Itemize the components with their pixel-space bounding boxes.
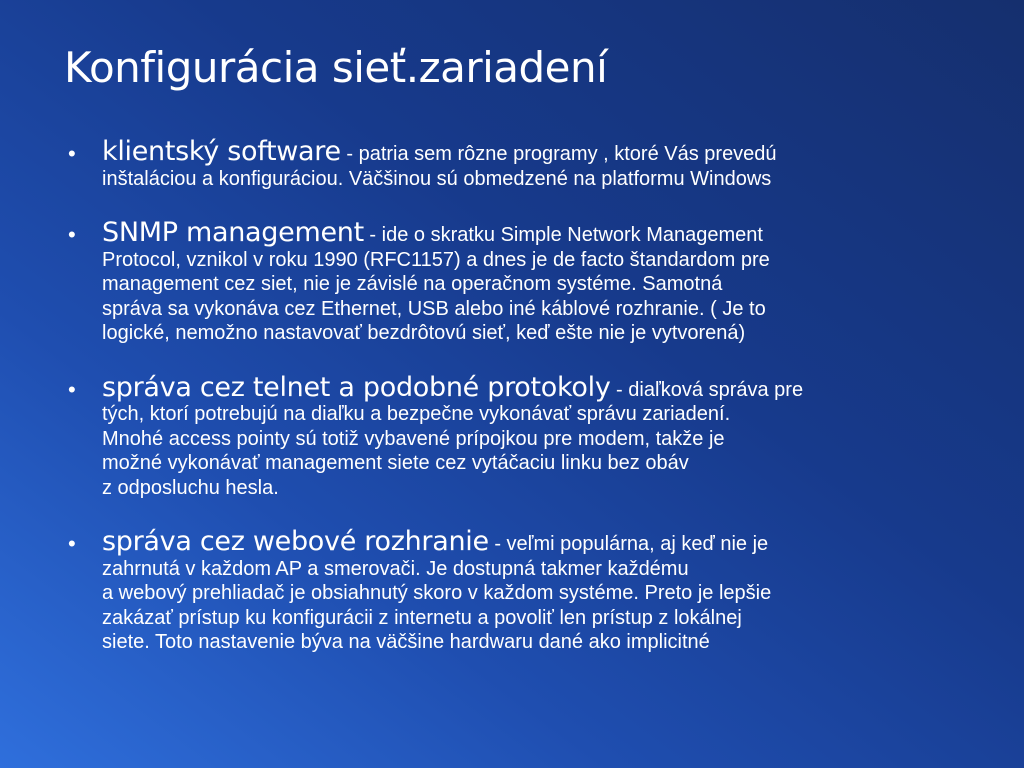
bullet-item-sprava-cez-telnet: [64, 371, 964, 501]
bullet-heading: klientský software: [102, 136, 341, 167]
bullet-dot-icon: •: [68, 222, 76, 247]
bullet-text: Protocol, vznikol v roku 1990 (RFC1157) a dnes je de facto štandardom pre: [102, 248, 770, 271]
bullet-dot-icon: •: [68, 376, 76, 402]
bullet-first-line: [102, 371, 964, 403]
bullet-first-line: [102, 136, 964, 167]
bullet-first-line: [102, 217, 964, 248]
bullet-text: - diaľková správa pre: [610, 378, 804, 401]
bullet-list: [64, 136, 964, 685]
slide-title: Konfigurácia sieť.zariadení: [64, 43, 608, 92]
bullet-text: z odposluchu hesla.: [102, 476, 279, 499]
bullet-dot-icon: •: [68, 531, 76, 556]
bullet-text: siete. Toto nastavenie býva na väčšine hardwaru dané ako implicitné: [102, 631, 710, 653]
bullet-text: a webový prehliadač je obsiahnutý skoro v každom systéme. Preto je lepšie: [102, 582, 772, 604]
bullet-text: správa sa vykonáva cez Ethernet, USB alebo iné káblové rozhranie. ( Je to: [102, 297, 766, 320]
bullet-text: - patria sem rôzne programy , ktoré Vás prevedú: [340, 143, 777, 165]
bullet-heading: SNMP management: [102, 217, 364, 248]
bullet-first-line: [102, 526, 964, 557]
bullet-text: možné vykonávať management siete cez vytáčaciu linku bez obáv: [102, 452, 689, 474]
bullet-item-snmp-management: [64, 217, 964, 346]
bullet-text: zahrnutá v každom AP a smerovači. Je dostupná takmer každému: [102, 557, 689, 580]
bullet-heading: správa cez telnet a podobné protokoly: [102, 371, 611, 403]
bullet-text: inštaláciou a konfiguráciou. Väčšinou sú obmedzené na platformu Windows: [102, 167, 772, 190]
bullet-item-sprava-cez-webove-rozhranie: [64, 526, 964, 655]
bullet-text: - ide o skratku Simple Network Management: [363, 224, 763, 246]
bullet-item-klientsky-software: [64, 136, 964, 191]
bullet-heading: správa cez webové rozhranie: [102, 526, 489, 557]
bullet-text: - veľmi populárna, aj keď nie je: [488, 533, 769, 555]
bullet-text: management cez siet, nie je závislé na operačnom systéme. Samotná: [102, 273, 723, 295]
bullet-text: tých, ktorí potrebujú na diaľku a bezpečne vykonávať správu zariadení.: [102, 403, 731, 425]
bullet-text: Mnohé access pointy sú totiž vybavené prípojkou pre modem, takže je: [102, 427, 725, 450]
bullet-text: logické, nemožno nastavovať bezdrôtovú sieť, keď ešte nie je vytvorená): [102, 322, 746, 344]
bullet-dot-icon: •: [68, 141, 76, 166]
bullet-text: zakázať prístup ku konfigurácii z internetu a povoliť len prístup z lokálnej: [102, 606, 742, 629]
